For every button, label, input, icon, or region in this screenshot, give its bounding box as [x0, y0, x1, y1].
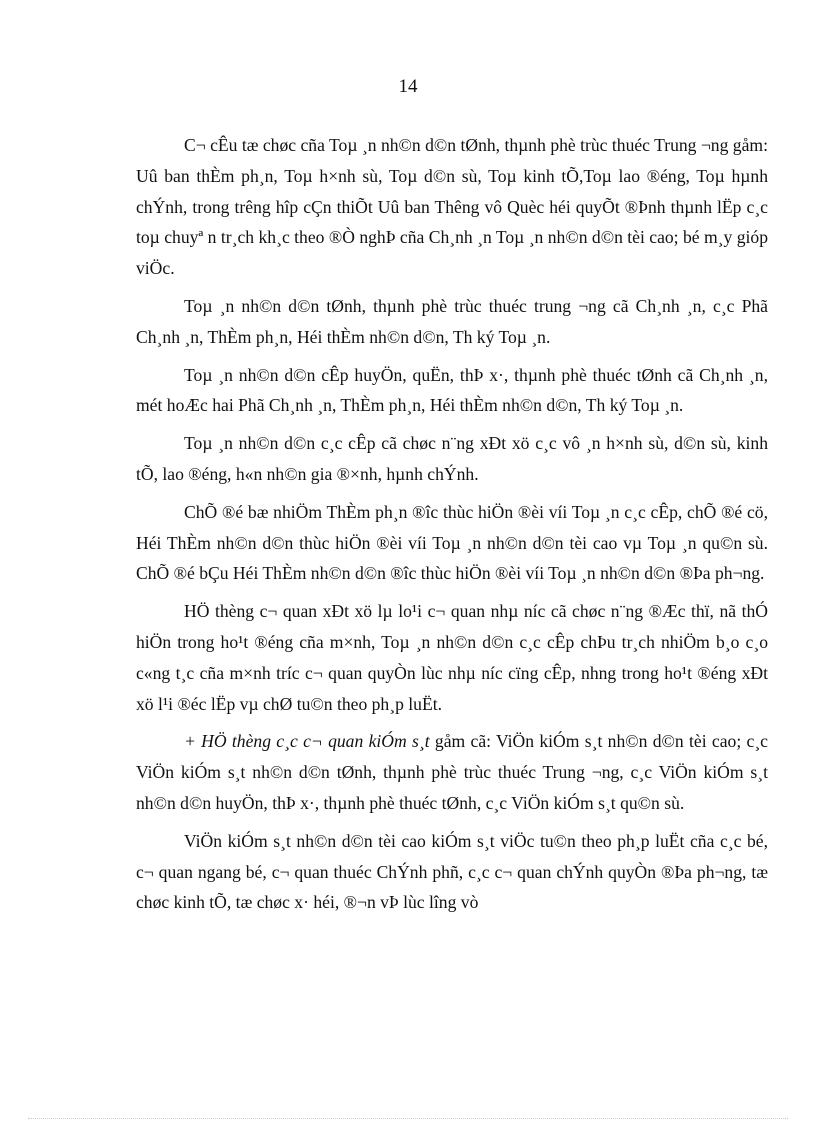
page-bottom-divider	[28, 1118, 788, 1119]
paragraph-6: HÖ thèng c¬ quan xÐt xö lµ lo¹i c¬ quan nhµ níc cã chøc n¨ng ®Æc thï, nã thÓ hiÖn trong ho¹t ®éng cña m×nh, Toµ ¸n nh©n d©n c¸c cÊp chÞu tr¸ch nhiÖm b¸o c¸o c«ng t¸c cña m×nh tríc c¬ quan quyÒn lùc nhµ níc cïng cÊp, nhng trong ho¹t ®éng xÐt xö l¹i ®éc lËp vµ chØ tu©n theo ph¸p luËt.	[136, 601, 768, 714]
page-number: 14	[398, 76, 418, 97]
paragraph-7	[136, 726, 768, 818]
paragraph-1: C¬ cÊu tæ chøc cña Toµ ¸n nh©n d©n tØnh, thµnh phè trùc thuéc Trung ¬ng gåm: Uû ban thÈm ph¸n, Toµ h×nh sù, Toµ d©n sù, Toµ kinh tÕ,Toµ lao ®éng, Toµ hµnh chÝnh, trong trêng hîp cÇn thiÕt Uû ban Thêng vô Quèc héi quyÕt ®Þnh thµnh lËp c¸c toµ chuyª n tr¸ch kh¸c theo ®Ò nghÞ cña Ch¸nh ¸n Toµ ¸n nh©n d©n tèi cao; bé m¸y gióp viÖc.	[136, 135, 768, 279]
paragraph-4: Toµ ¸n nh©n d©n c¸c cÊp cã chøc n¨ng xÐt xö c¸c vô ¸n h×nh sù, d©n sù, kinh tÕ, lao ®éng, h«n nh©n gia ®×nh, hµnh chÝnh.	[136, 433, 768, 484]
paragraph-2: Toµ ¸n nh©n d©n tØnh, thµnh phè trùc thuéc trung ¬ng cã Ch¸nh ¸n, c¸c Phã Ch¸nh ¸n, ThÈm ph¸n, Héi thÈm nh©n d©n, Th ký Toµ ¸n.	[136, 295, 768, 347]
section-heading-inline: + HÖ thèng c¸c c¬ quan kiÓm s¸t	[184, 731, 430, 752]
paragraph-3: Toµ ¸n nh©n d©n cÊp huyÖn, quËn, thÞ x·, thµnh phè thuéc tØnh cã Ch¸nh ¸n, mét hoÆc hai Phã Ch¸nh ¸n, ThÈm ph¸n, Héi thÈm nh©n d©n, Th ký Toµ ¸n.	[136, 364, 768, 416]
document-body	[136, 130, 768, 925]
paragraph-8: ViÖn kiÓm s¸t nh©n d©n tèi cao kiÓm s¸t viÖc tu©n theo ph¸p luËt cña c¸c bé, c¬ quan ngang bé, c¬ quan thuéc ChÝnh phñ, c¸c c¬ quan chÝnh quyÒn ®Þa ph¬ng, tæ chøc kinh tÕ, tæ chøc x· héi, ®¬n vÞ lùc lîng vò	[136, 830, 768, 913]
paragraph-7-text: gåm cã: ViÖn kiÓm s¸t nh©n d©n tèi cao; c¸c ViÖn kiÓm s¸t nh©n d©n tØnh, thµnh phè trùc thuéc Trung ¬ng, c¸c ViÖn kiÓm s¸t nh©n d©n huyÖn, thÞ x·, thµnh phè thuéc tØnh, c¸c ViÖn kiÓm s¸t qu©n sù.	[136, 731, 768, 813]
paragraph-5: ChÕ ®é bæ nhiÖm ThÈm ph¸n ®îc thùc hiÖn ®èi víi Toµ ¸n c¸c cÊp, chÕ ®é cö, Héi ThÈm nh©n d©n thùc hiÖn ®èi víi Toµ ¸n nh©n d©n tèi cao vµ Toµ ¸n qu©n sù. ChÕ ®é bÇu Héi ThÈm nh©n d©n ®îc thùc hiÖn ®èi víi Toµ ¸n nh©n d©n ®Þa ph¬ng.	[136, 501, 768, 584]
